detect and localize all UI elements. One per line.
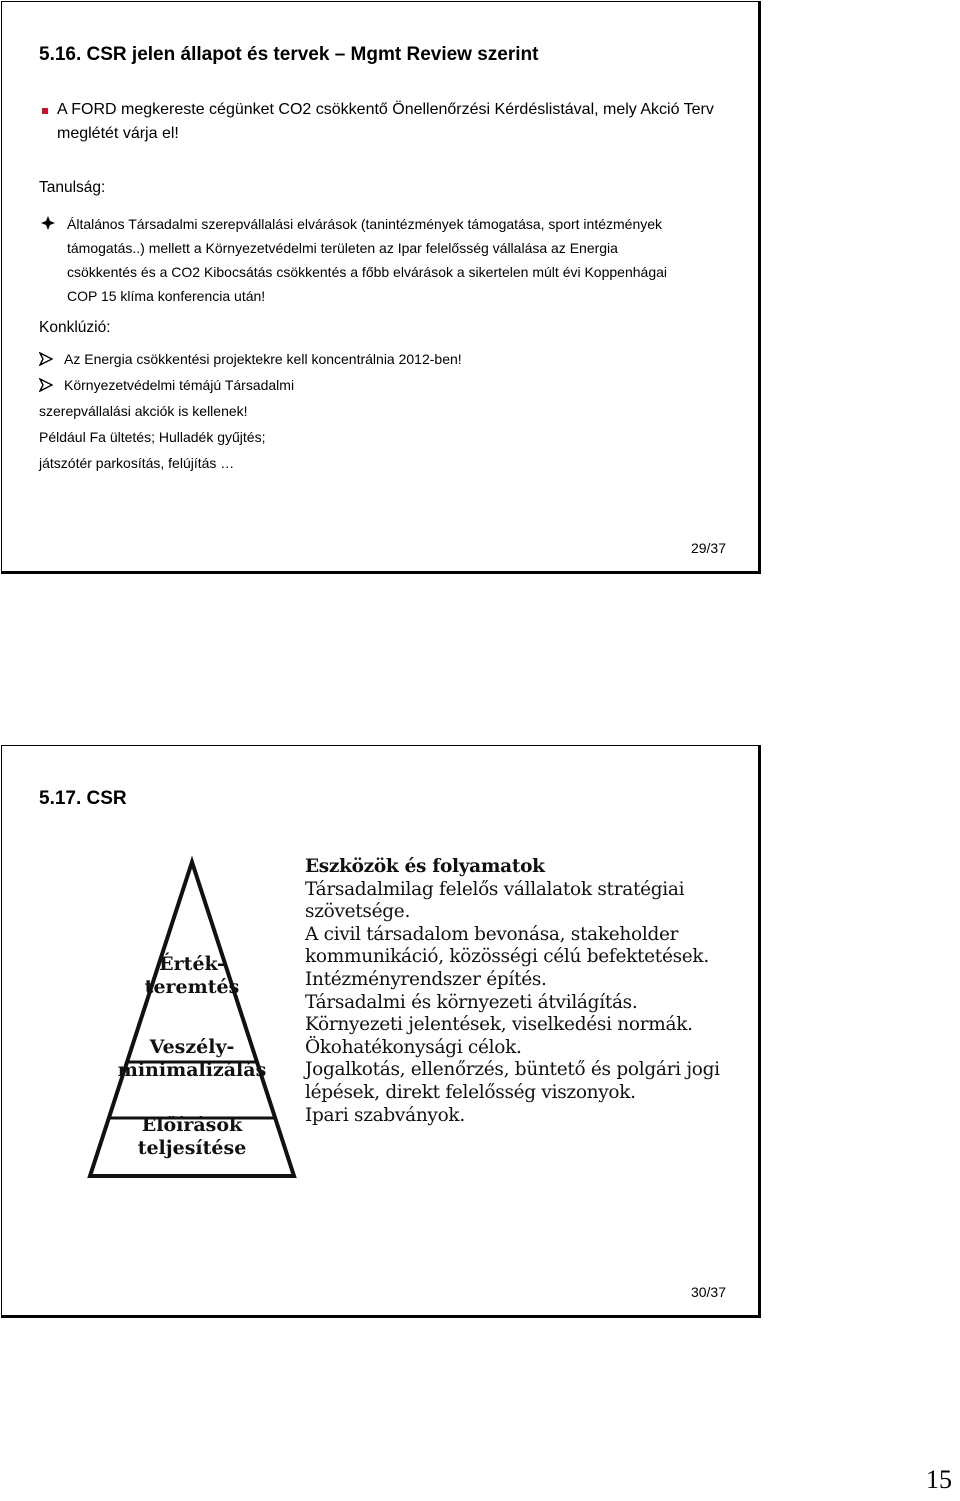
diamond-bullet-icon (41, 216, 55, 230)
list-line: lépések, direkt felelősség viszonyok. (305, 1081, 636, 1103)
pyramid-level-line: Előírások (141, 1114, 243, 1136)
slide-30 (1, 745, 761, 1318)
slide-29 (1, 1, 761, 574)
conclusion-continuation: szerepvállalási akciók is kellenek! (39, 403, 248, 419)
bullet-text: A FORD megkereste cégünket CO2 csökkentő Önellenőrzési Kérdéslistával, mely Akció Terv meglétét várja el! (57, 101, 714, 142)
list-line: Jogalkotás, ellenőrzés, büntető és polgári jogi (305, 1059, 720, 1081)
pyramid-level-line: teljesítése (137, 1137, 247, 1159)
lesson-item (39, 212, 739, 308)
lesson-line: Általános Társadalmi szerepvállalási elvárások (tanintézmények támogatása, sport intézmények (67, 216, 663, 232)
tools-and-processes-list (305, 856, 745, 1127)
document-page-number: 15 (926, 1465, 952, 1494)
list-line: kommunikáció, közösségi célú befektetések. (305, 946, 709, 968)
conclusion-continuation: játszótér parkosítás, felújítás … (39, 455, 235, 471)
pyramid-level-line: Érték- (159, 953, 225, 975)
pyramid-level-bottom (92, 1114, 292, 1160)
slide-body (39, 98, 739, 476)
slide-page-number: 30/37 (690, 1284, 726, 1300)
list-line: Környezeti jelentések, viselkedési normák. (305, 1014, 693, 1036)
lesson-heading: Tanulság: (39, 179, 106, 196)
pyramid-level-top (127, 953, 257, 999)
list-line: A civil társadalom bevonása, stakeholder (305, 923, 679, 945)
conclusion-text: Környezetvédelmi témájú Társadalmi (64, 377, 295, 393)
pyramid-level-line: minimalizálás (117, 1059, 267, 1081)
conclusion-continuation: Például Fa ültetés; Hulladék gyűjtés; (39, 429, 266, 445)
bullet-item (39, 98, 739, 146)
list-line: Ökohatékonysági célok. (305, 1036, 522, 1058)
slide-page-number: 29/37 (690, 540, 726, 556)
pyramid-level-line: teremtés (144, 976, 240, 998)
list-line: Társadalmi és környezeti átvilágítás. (305, 991, 638, 1013)
arrow-bullet-icon (39, 378, 53, 392)
list-line: Társadalmilag felelős vállalatok stratégiai (305, 878, 685, 900)
pyramid-level-middle (92, 1036, 292, 1082)
conclusion-item (39, 346, 739, 372)
conclusion-heading: Konklúzió: (39, 319, 111, 336)
arrow-bullet-icon (39, 352, 53, 366)
slide-title: 5.17. CSR (39, 788, 127, 809)
list-line: Ipari szabványok. (305, 1104, 465, 1126)
conclusion-item (39, 372, 739, 398)
lesson-line: csökkentés és a CO2 Kibocsátás csökkentés a főbb elvárások a sikertelen múlt évi Koppenhágai (67, 264, 667, 280)
list-line: szövetsége. (305, 901, 411, 923)
csr-pyramid-figure (87, 856, 747, 1186)
pyramid-level-line: Veszély- (149, 1036, 235, 1058)
conclusion-text: Az Energia csökkentési projektekre kell koncentrálnia 2012-ben! (64, 351, 462, 367)
list-heading: Eszközök és folyamatok (305, 856, 545, 877)
lesson-line: COP 15 klíma konferencia után! (67, 288, 266, 304)
square-bullet-icon (42, 108, 48, 114)
lesson-line: támogatás..) mellett a Környezetvédelmi területen az Ipar felelősség vállalása az Energia (67, 240, 618, 256)
slide-title: 5.16. CSR jelen állapot és tervek – Mgmt Review szerint (39, 44, 539, 65)
list-line: Intézményrendszer építés. (305, 968, 547, 990)
